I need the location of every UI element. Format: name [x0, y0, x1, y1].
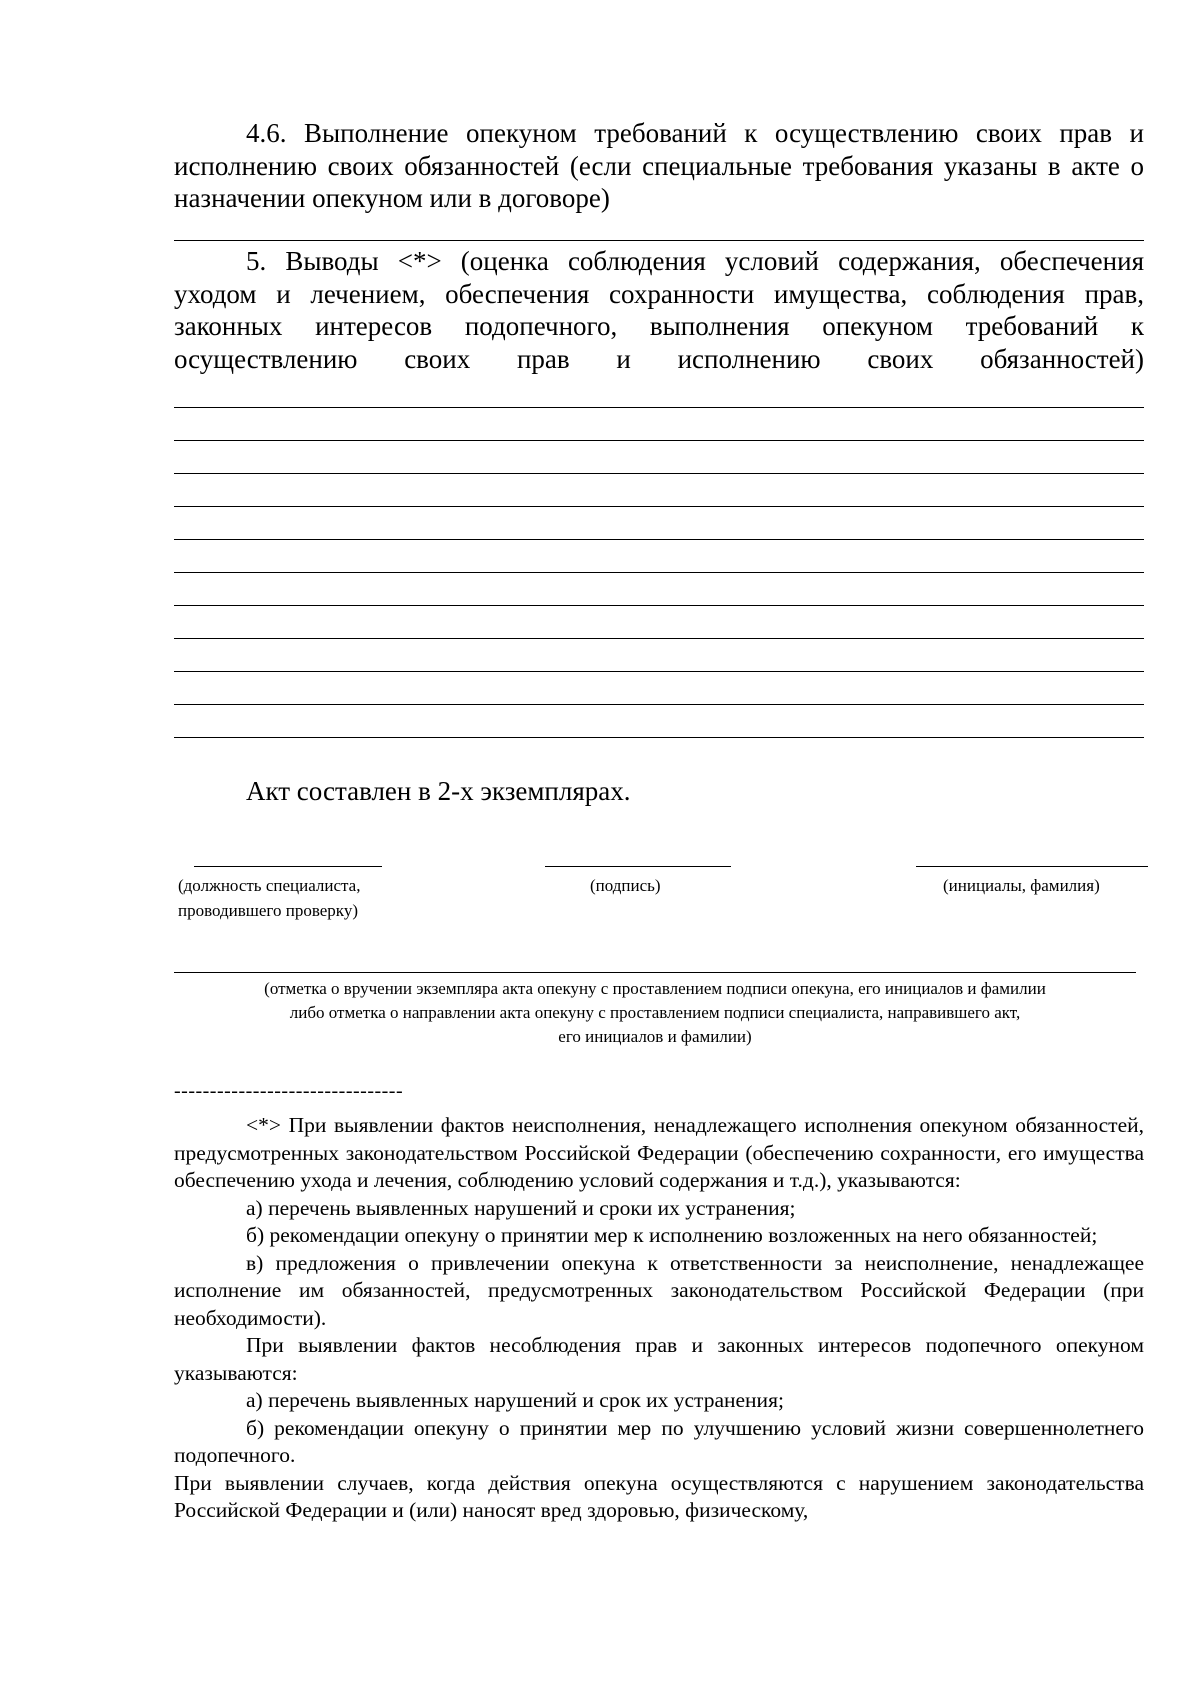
delivery-mark-line	[174, 972, 1136, 973]
footnote-paragraph: <*> При выявлении фактов неисполнения, ненадлежащего исполнения опекуном обязанностей, предусмотренных законодательством Российской Федерации (обеспечению сохранности, его имущества обеспечению ухода и лечения, соблюдению условий содержания и т.д.), указываются:	[174, 1113, 1144, 1192]
section-4-6-text: 4.6. Выполнение опекуном требований к осуществлению своих прав и исполнению своих обязанностей (если специальные требования указаны в акте о назначении опекуном или в договоре)	[174, 118, 1144, 213]
footnote-paragraph: При выявлении случаев, когда действия опекуна осуществляются с нарушением законодательства Российской Федерации и (или) наносят вред здоровью, физическому,	[174, 1470, 1144, 1522]
footnote-paragraph: б) рекомендации опекуну о принятии мер к исполнению возложенных на него обязанностей;	[246, 1223, 1098, 1247]
footnote-separator: --------------------------------	[174, 1080, 404, 1102]
conclusion-line-1	[174, 407, 1144, 408]
section-4-6-answer-line	[174, 240, 1144, 241]
delivery-note-line-1: (отметка о вручении экземпляра акта опекуну с проставлением подписи опекуна, его инициалов и фамилии	[264, 979, 1046, 998]
signature-line	[545, 866, 731, 867]
name-signature-line	[916, 866, 1148, 867]
footnote-block	[174, 1112, 1144, 1525]
footnote-paragraph: При выявлении фактов несоблюдения прав и законных интересов подопечного опекуном указываются:	[174, 1333, 1144, 1385]
name-caption: (инициалы, фамилия)	[943, 876, 1100, 895]
act-copies-text: Акт составлен в 2-х экземплярах.	[246, 776, 631, 806]
conclusion-line-9	[174, 671, 1144, 672]
conclusion-line-4	[174, 506, 1144, 507]
conclusion-line-5	[174, 539, 1144, 540]
conclusion-line-8	[174, 638, 1144, 639]
conclusion-line-2	[174, 440, 1144, 441]
position-signature-line	[194, 866, 382, 867]
conclusion-line-6	[174, 572, 1144, 573]
signature-caption: (подпись)	[590, 876, 661, 895]
position-caption-line-1: (должность специалиста,	[178, 876, 361, 895]
position-caption-line-2: проводившего проверку)	[178, 901, 358, 920]
delivery-note-line-2: либо отметка о направлении акта опекуну с проставлением подписи специалиста, направившего акт,	[289, 1003, 1021, 1022]
footnote-paragraph: в) предложения о привлечении опекуна к ответственности за неисполнение, ненадлежащее исполнение им обязанностей, предусмотренных законодательством Российской Федерации (при необходимости).	[174, 1250, 1144, 1330]
conclusion-line-10	[174, 704, 1144, 705]
conclusion-line-7	[174, 605, 1144, 606]
section-5-text: 5. Выводы <*> (оценка соблюдения условий содержания, обеспечения уходом и лечением, обеспечения сохранности имущества, соблюдения прав, законных интересов подопечного, выполнения опекуном требований к осуществлению своих прав и исполнению своих обязанностей)	[174, 246, 1144, 374]
conclusion-line-11	[174, 737, 1144, 738]
footnote-paragraph: а) перечень выявленных нарушений и срок их устранения;	[246, 1388, 784, 1412]
delivery-note-line-3: его инициалов и фамилии)	[558, 1027, 752, 1046]
footnote-paragraph: а) перечень выявленных нарушений и сроки их устранения;	[246, 1195, 796, 1220]
footnote-paragraph: б) рекомендации опекуну о принятии мер по улучшению условий жизни совершеннолетнего подопечного.	[174, 1415, 1144, 1467]
conclusion-line-3	[174, 473, 1144, 474]
